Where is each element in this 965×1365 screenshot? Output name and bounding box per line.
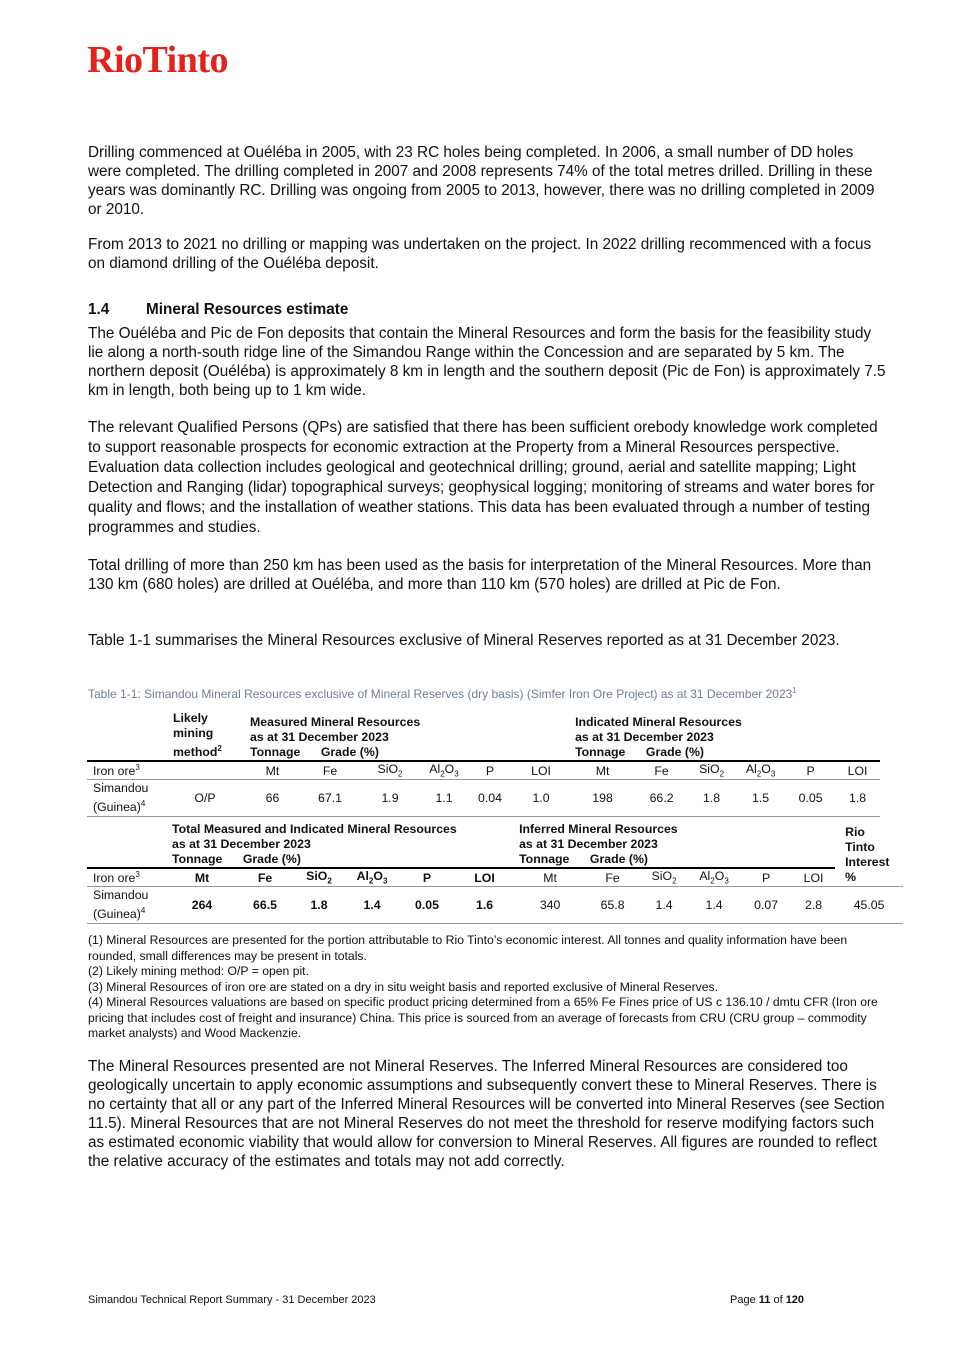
inferred-header: Inferred Mineral Resources as at 31 December 2023 Tonnage Grade (%) bbox=[519, 822, 678, 866]
section-title: Mineral Resources estimate bbox=[146, 301, 349, 318]
paragraph: The Ouéléba and Pic de Fon deposits that contain the Mineral Resources and form the basis for the feasibility study lie along a north-south ridge line of the Simandou Range within the Concession and are separated by 5 km. The northern deposit (Ouéléba) is approximately 8 km in length and the southern deposit (Pic de Fon) is approximately 7.5 km in length, both being up to 1 km wide. bbox=[88, 325, 886, 399]
paragraph: The Mineral Resources presented are not Mineral Reserves. The Inferred Mineral Resources are considered too geologically uncertain to apply economic assumptions and subsequently convert these to Mineral Reserves. There is no certainty that all or any part of the Inferred Mineral Resources will be converted into Mineral Reserves (see Section 11.5). Mineral Resources that are not Mineral Reserves do not meet the threshold for reserve modifying factors such as estimated economic viability that would allow for conversion to Mineral Reserves. All figures are rounded to reflect the relative accuracy of the estimates and totals may not add correctly. bbox=[88, 1058, 885, 1170]
paragraph: Drilling commenced at Ouéléba in 2005, with 23 RC holes being completed. In 2006, a small number of DD holes were completed. The drilling completed in 2007 and 2008 represents 74% of the total metres drilled. Drilling in these years was dominantly RC. Drilling was ongoing from 2005 to 2013, however, there was no drilling completed in 2009 or 2010. bbox=[88, 144, 875, 218]
measured-header: Measured Mineral Resources as at 31 December 2023 Tonnage Grade (%) bbox=[250, 715, 421, 760]
table-measured-indicated bbox=[87, 711, 880, 817]
note: (4) Mineral Resources valuations are based on specific product pricing determined from a 65% Fe Fines price of US c 136.10 / dmtu CFR (Iron ore pricing that includes cost of freight and insurance) China. This price is sourced from an average of forecasts from CRU (CRU group – commodity market analysts) and Wood Mackenzie. bbox=[88, 995, 878, 1040]
paragraph: Table 1-1 summarises the Mineral Resources exclusive of Mineral Reserves reported as at 31 December 2023. bbox=[88, 632, 840, 649]
table-notes bbox=[88, 933, 878, 1042]
paragraph: From 2013 to 2021 no drilling or mapping was undertaken on the project. In 2022 drilling recommenced with a focus on diamond drilling of the Ouéléba deposit. bbox=[88, 236, 872, 272]
total-header: Total Measured and Indicated Mineral Resources as at 31 December 2023 Tonnage Grade (%) bbox=[172, 822, 457, 866]
units-row: Iron ore$^3$ Mt Fe SiO$_2$ $Al_2O_3$ P LOI Mt Fe SiO$_2$ $Al_2O_3$ P LOI bbox=[87, 761, 880, 780]
note: (1) Mineral Resources are presented for the portion attributable to Rio Tinto’s economic interest. All tonnes and quality information have been rounded, small differences may be present in totals. bbox=[88, 933, 848, 963]
method-header: Likely mining method$^2$ bbox=[173, 711, 222, 760]
table-caption: Table 1-1: Simandou Mineral Resources exclusive of Mineral Reserves (dry basis) (Simfer Iron Ore Project) as at 31 December 2023$^1$ bbox=[88, 686, 797, 701]
footer-title: Simandou Technical Report Summary - 31 December 2023 bbox=[88, 1294, 376, 1306]
table-total-inferred bbox=[87, 822, 903, 924]
paragraph: The relevant Qualified Persons (QPs) are satisfied that there has been sufficient orebody knowledge work completed to support reasonable prospects for economic extraction at the Property from a Mineral Resources perspective. Evaluation data collection includes geological and geotechnical drilling; ground, aerial and satellite mapping; Light Detection and Ranging (lidar) topographical surveys; geophysical logging; monitoring of streams and water bores for quality and flows; and the installation of weather stations. This data has been evaluated through a number of testing programmes and studies. bbox=[88, 419, 878, 536]
interest-header: Rio Tinto Interest % bbox=[845, 825, 890, 884]
note: (2) Likely mining method: O/P = open pit. bbox=[88, 964, 309, 978]
page-number: Page 11 of 120 bbox=[730, 1294, 805, 1306]
section-heading bbox=[88, 301, 348, 319]
section-number: 1.4 bbox=[88, 301, 110, 318]
table-row: Simandou (Guinea)$^4$ 264 66.5 1.8 1.4 0.05 1.6 340 65.8 1.4 1.4 0.07 2.8 45.05 bbox=[87, 887, 903, 924]
rio-tinto-logo: RioTinto bbox=[87, 39, 229, 81]
table-row: Simandou (Guinea)$^4$ O/P 66 67.1 1.9 1.1 0.04 1.0 198 66.2 1.8 1.5 0.05 1.8 bbox=[87, 780, 880, 817]
units-row: Iron ore$^3$ Mt Fe SiO$_2$ $Al_2O_3$ P LOI Mt Fe SiO$_2$ $Al_2O_3$ P LOI bbox=[87, 868, 903, 887]
paragraph: Total drilling of more than 250 km has been used as the basis for interpretation of the Mineral Resources. More than 130 km (680 holes) are drilled at Ouéléba, and more than 110 km (570 holes) are drilled at Pic de Fon. bbox=[88, 557, 872, 593]
indicated-header: Indicated Mineral Resources as at 31 December 2023 Tonnage Grade (%) bbox=[575, 715, 742, 760]
note: (3) Mineral Resources of iron ore are stated on a dry in situ weight basis and reported exclusive of Mineral Reserves. bbox=[88, 979, 718, 994]
